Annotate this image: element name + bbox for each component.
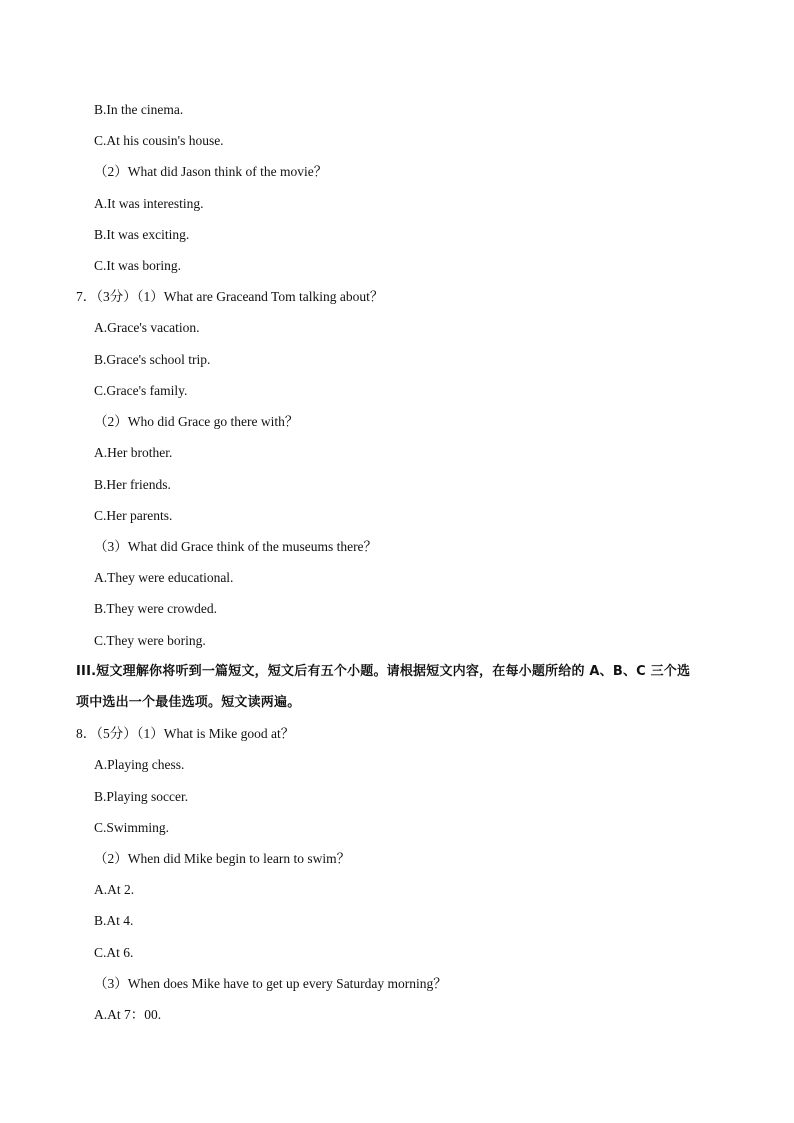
q6-option-c: C.At his cousin's house.: [94, 133, 224, 148]
q8-1-option-b: B.Playing soccer.: [94, 789, 189, 804]
q8-2-option-b: B.At 4.: [94, 913, 134, 928]
q8-subquestion-3: （3）When does Mike have to get up every Saturday morning？: [94, 976, 447, 991]
q8-2-option-c: C.At 6.: [94, 945, 134, 960]
q7-subquestion-2: （2）Who did Grace go there with？: [94, 414, 299, 429]
q6-option-b: B.In the cinema.: [94, 102, 184, 117]
section-3-instructions-line-2: 项中选出一个最佳选项。短文读两遍。: [76, 695, 301, 710]
q7-1-option-c: C.Grace's family.: [94, 383, 188, 398]
q7-header: 7．（3分）（1）What are Graceand Tom talking about？: [76, 289, 384, 304]
q6-2-option-a: A.It was interesting.: [94, 196, 204, 211]
q7-subquestion-3: （3）What did Grace think of the museums there？: [94, 539, 378, 554]
q8-header: 8．（5分）（1）What is Mike good at？: [76, 726, 295, 741]
q7-1-option-a: A.Grace's vacation.: [94, 320, 200, 335]
q7-3-option-a: A.They were educational.: [94, 570, 234, 585]
q7-3-option-b: B.They were crowded.: [94, 601, 217, 616]
q8-3-option-a: A.At 7：00.: [94, 1007, 162, 1022]
q8-1-option-c: C.Swimming.: [94, 820, 170, 835]
q8-subquestion-2: （2）When did Mike begin to learn to swim？: [94, 851, 351, 866]
q8-2-option-a: A.At 2.: [94, 882, 135, 897]
q8-1-option-a: A.Playing chess.: [94, 757, 185, 772]
q6-subquestion-2: （2）What did Jason think of the movie？: [94, 164, 328, 179]
q7-2-option-b: B.Her friends.: [94, 477, 171, 492]
q7-2-option-c: C.Her parents.: [94, 508, 173, 523]
q6-2-option-b: B.It was exciting.: [94, 227, 190, 242]
q6-2-option-c: C.It was boring.: [94, 258, 181, 273]
q7-1-option-b: B.Grace's school trip.: [94, 352, 211, 367]
q7-2-option-a: A.Her brother.: [94, 445, 173, 460]
q7-3-option-c: C.They were boring.: [94, 633, 206, 648]
section-3-instructions-line-1: III.短文理解你将听到一篇短文，短文后有五个小题。请根据短文内容，在每小题所给的 A、B、C 三个选: [76, 664, 691, 679]
